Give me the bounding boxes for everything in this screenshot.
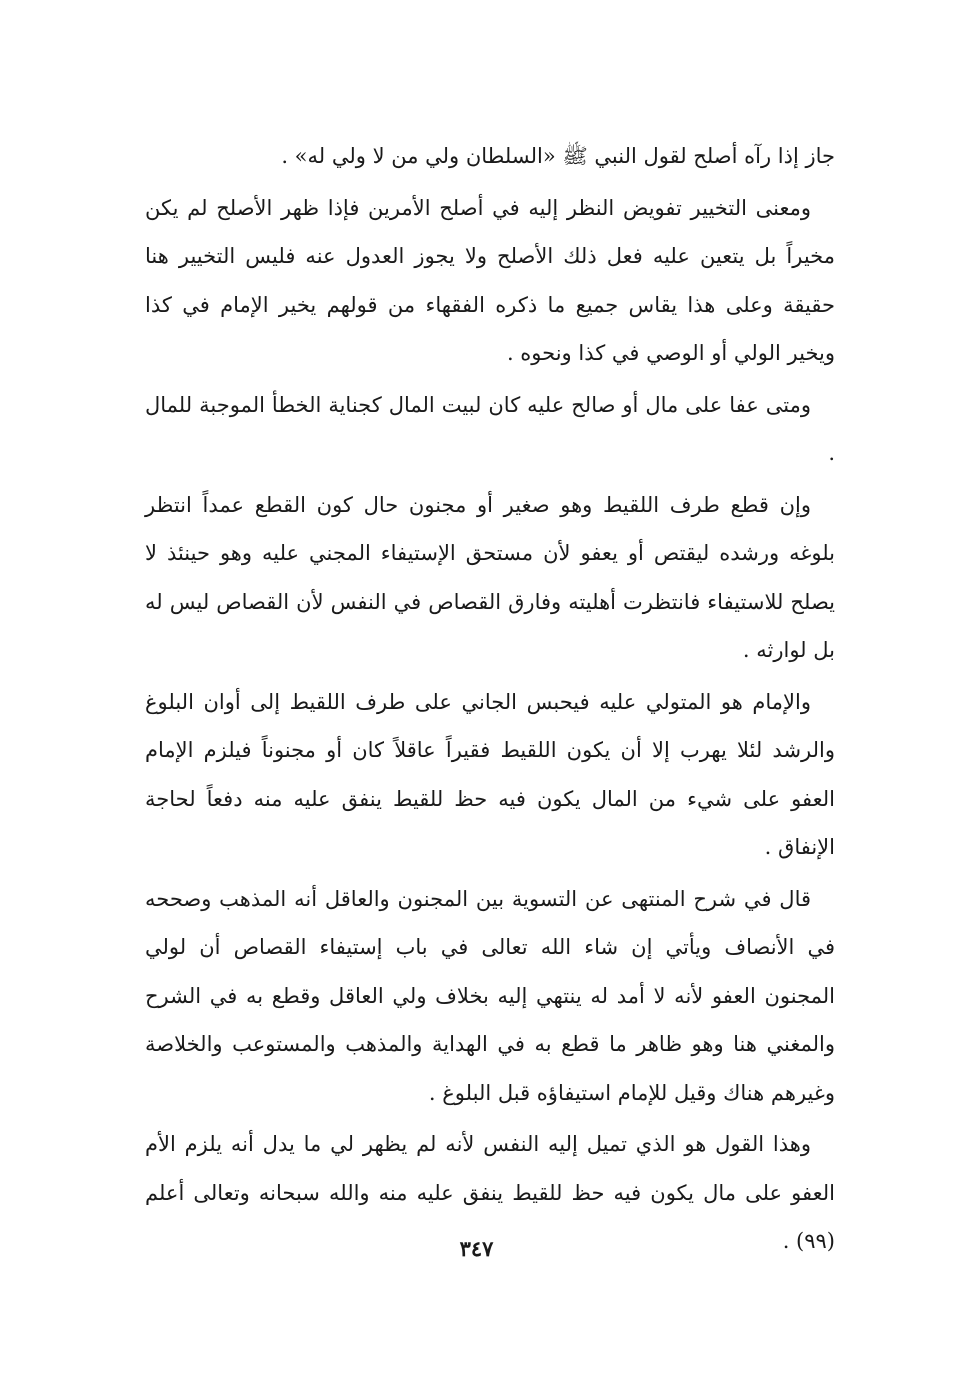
paragraph-2: ومعنى التخيير تفويض النظر إليه في أصلح الأمرين فإذا ظهر الأصلح لم يكن مخيراً بل يتعين عليه فعل ذلك الأصلح ولا يجوز العدول عنه فليس التخيير هنا حقيقة وعلى هذا يقاس جميع ما ذكره الفقهاء من قولهم يخير الإمام في كذا ويخير الولي أو الوصي في كذا ونحوه .	[145, 195, 835, 365]
paragraph-5: والإمام هو المتولي عليه فيحبس الجاني على طرف اللقيط إلى أوان البلوغ والرشد لئلا يهرب إلا أن يكون اللقيط فقيراً عاقلاً كان أو مجنوناً فيلزم الإمام العفو على شيء من المال يكون فيه حظ للقيط ينفق عليه منه دفعاً لحاجة الإنفاق .	[145, 689, 835, 859]
paragraph-3: ومتى عفا على مال أو صالح عليه كان لبيت المال كجناية الخطأ الموجبة للمال .	[145, 392, 835, 465]
paragraph-4: وإن قطع طرف اللقيط وهو صغير أو مجنون حال كون القطع عمداً انتظر بلوغه ورشده ليقتص أو يعفو لأن مستحق الإستيفاء المجني عليه وهو حينئذ لا يصلح للاستيفاء فانتظرت أهليته وفارق القصاص في النفس لأن القصاص ليس له بل لوارثه .	[145, 492, 835, 662]
paragraph-7: وهذا القول هو الذي تميل إليه النفس لأنه لم يظهر لي ما يدل أنه يلزم الأم العفو على مال يكون فيه حظ للقيط ينفق عليه منه والله سبحانه وتعالى أعلم (٩٩) .	[145, 1132, 835, 1253]
paragraph-1: جاز إذا رآه أصلح لقول النبي ﷺ «السلطان ولي من لا ولي له» .	[281, 144, 835, 168]
page-number: ٣٤٧	[459, 1236, 494, 1261]
body-text	[145, 132, 835, 1269]
paragraph-6: قال في شرح المنتهى عن التسوية بين المجنون والعاقل أنه المذهب وصححه في الأنصاف ويأتي إن شاء الله تعالى في باب إستيفاء القصاص أن لولي المجنون العفو لأنه لا أمد له ينتهي إليه بخلاف ولي العاقل وقطع به في الشرح والمغني هنا وهو ظاهر ما قطع به في الهداية والمذهب والمستوعب والخلاصة وغيرهم هناك وقيل للإمام استيفاؤه قبل البلوغ .	[145, 886, 835, 1105]
